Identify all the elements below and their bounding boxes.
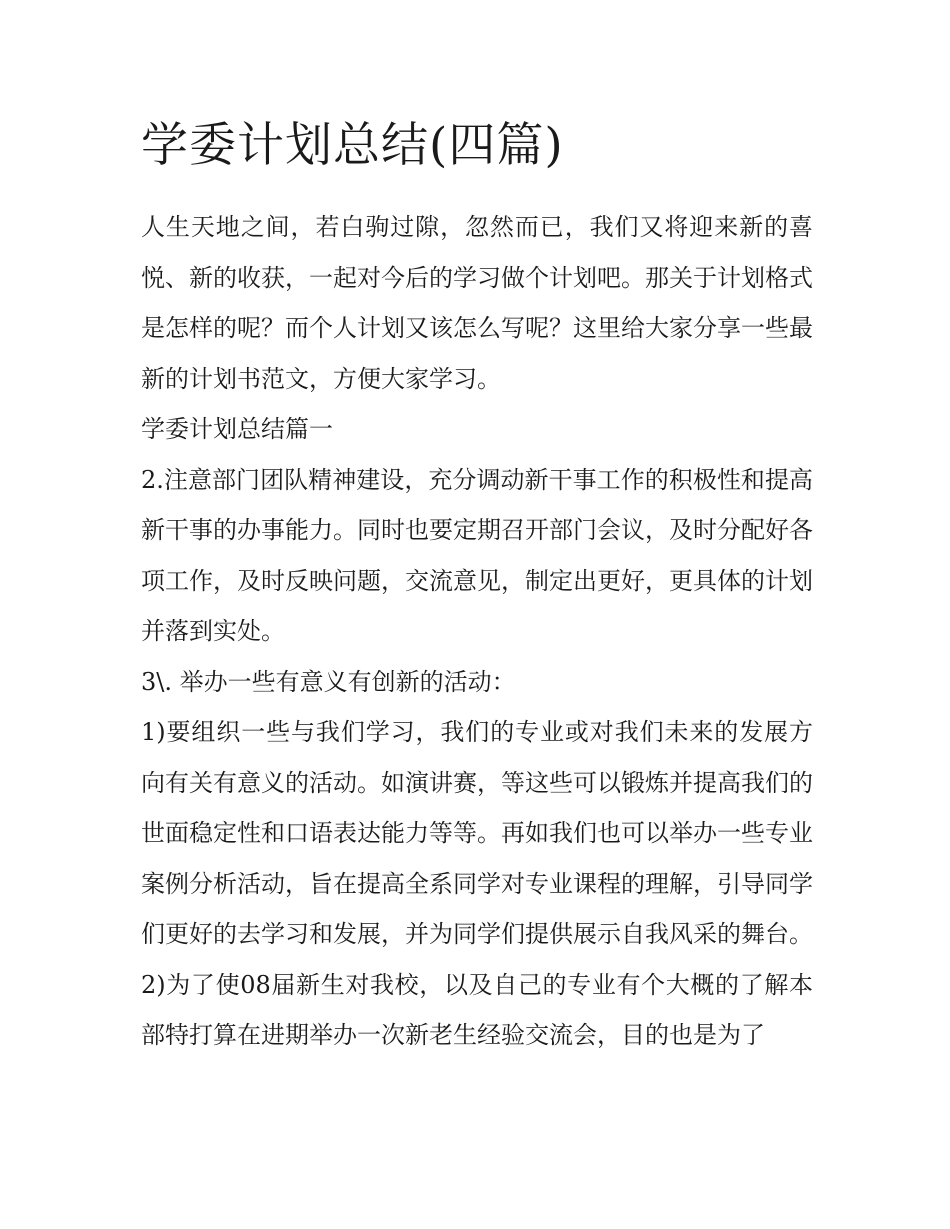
body-paragraph: 3\. 举办一些有意义有创新的活动： xyxy=(141,667,516,696)
section-heading: 学委计划总结篇一 xyxy=(141,415,333,443)
document-title: 学委计划总结(四篇) xyxy=(141,118,564,173)
body-paragraph: 1)要组织一些与我们学习，我们的专业或对我们未来的发展方向有关有意义的活动。如演讲赛，等这些可以锻炼并提高我们的世面稳定性和口语表达能力等等。再如我们也可以举办一些专业案例分析活动，旨在提高全系同学对专业课程的理解，引导同学们更好的去学习和发展，并为同学们提供展示自我风采的舞台。 xyxy=(141,718,813,948)
intro-paragraph: 人生天地之间，若白驹过隙，忽然而已，我们又将迎来新的喜悦、新的收获，一起对今后的学习做个计划吧。那关于计划格式是怎样的呢？而个人计划又该怎么写呢？这里给大家分享一些最新的计划书范文，方便大家学习。 xyxy=(141,213,813,393)
body-paragraph: 2)为了使08届新生对我校，以及自己的专业有个大概的了解本部特打算在进期举办一次新老生经验交流会，目的也是为了 xyxy=(141,970,813,1049)
document-page xyxy=(141,108,813,1061)
body-paragraph: 2.注意部门团队精神建设，充分调动新干事工作的积极性和提高新干事的办事能力。同时也要定期召开部门会议，及时分配好各项工作，及时反映问题，交流意见，制定出更好，更具体的计划并落到实处。 xyxy=(141,465,813,645)
